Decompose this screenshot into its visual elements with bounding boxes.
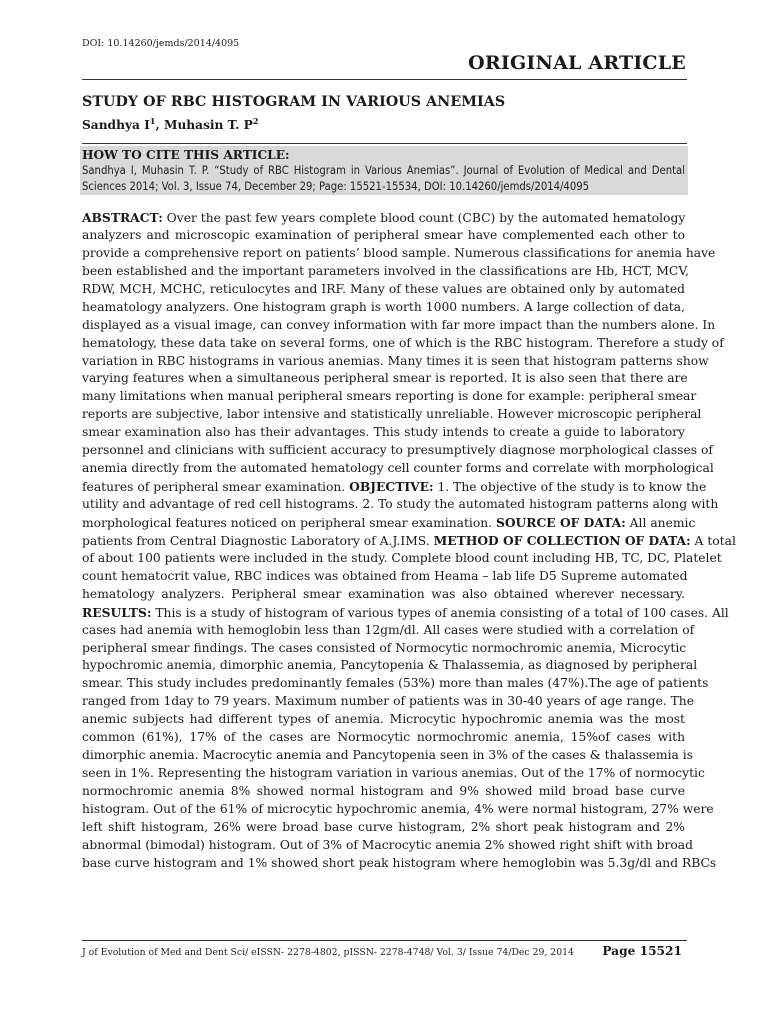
abstract-text: hypochromic anemia, dimorphic anemia, Pancytopenia & Thalassemia, as diagnosed by peripheral — [82, 658, 698, 673]
abstract-line — [82, 353, 709, 371]
abstract-text: utility and advantage of red cell histograms. 2. To study the automated histogram patterns along with — [82, 497, 719, 511]
abstract-text: hematology analyzers. Peripheral smear examination was also obtained wherever necessary. — [82, 586, 685, 601]
abstract-text: analyzers and microscopic examination of peripheral smear have complemented each other to — [82, 227, 685, 242]
abstract-line — [82, 675, 709, 693]
abstract-text: abnormal (bimodal) histogram. Out of 3% of Macrocytic anemia 2% showed right shift with broad — [82, 837, 694, 852]
citation-text: Sandhya I, Muhasin T. P. “Study of RBC Histogram in Various Anemias”. Journal of Evolution of Medical and Dental Sciences 2014; Vol. 3, Issue 74, December 29; Page: 15521-15534, DOI: 10.14260/jemds/2014/4095 — [82, 164, 685, 193]
abstract-text: anemic subjects had different types of anemia. Microcytic hypochromic anemia was the most — [82, 712, 685, 727]
abstract-line — [82, 370, 688, 388]
abstract-line — [82, 424, 685, 442]
abstract-line — [82, 855, 717, 873]
abstract-line — [82, 532, 736, 550]
abstract-section-label: RESULTS: — [82, 604, 152, 620]
abstract-text: dimorphic anemia. Macrocytic anemia and Pancytopenia seen in 3% of the cases & thalassemia is — [82, 748, 694, 763]
abstract-text: varying features when a simultaneous peripheral smear is reported. It is also seen that there are — [82, 371, 688, 386]
abstract-line — [82, 622, 695, 640]
authors-line — [82, 116, 258, 132]
doi-line: DOI: 10.14260/jemds/2014/4095 — [82, 38, 240, 49]
page-number: Page 15521 — [602, 944, 682, 958]
abstract-text: features of peripheral smear examination. — [82, 480, 350, 495]
article-type-heading: ORIGINAL ARTICLE — [468, 52, 686, 74]
abstract-text: reports are subjective, labor intensive and statistically unreliable. However microscopic peripheral — [82, 407, 702, 422]
abstract-text: histogram. Out of the 61% of microcytic hypochromic anemia, 4% were normal histogram, 27% were — [82, 801, 714, 816]
abstract-section-label: ABSTRACT: — [82, 210, 163, 225]
footer-journal-line: J of Evolution of Med and Dent Sci/ eISSN- 2278-4802, pISSN- 2278-4748/ Vol. 3/ Issue 74/Dec 29, 2014 — [82, 947, 574, 958]
author-1: Sandhya I — [82, 118, 150, 133]
abstract-line — [82, 765, 705, 783]
abstract-text: hematology, these data take on several forms, one of which is the RBC histogram. Therefore a study of — [82, 335, 724, 350]
abstract-text: Over the past few years complete blood count (CBC) by the automated hematology — [162, 211, 686, 225]
abstract-line — [82, 227, 685, 245]
abstract-line — [82, 783, 685, 801]
abstract-line — [82, 388, 697, 406]
abstract-text: normochromic anemia 8% showed normal histogram and 9% showed mild broad base curve — [82, 784, 685, 798]
abstract-line — [82, 604, 729, 622]
citation-rule — [82, 143, 687, 144]
author-separator: , — [155, 118, 164, 133]
abstract-text: cases had anemia with hemoglobin less than 12gm/dl. All cases were studied with a correlation of — [82, 622, 695, 637]
abstract-line — [82, 711, 685, 729]
abstract-text: personnel and clinicians with sufficient accuracy to presumptively diagnose morphological classes of — [82, 443, 713, 458]
abstract-line — [82, 747, 694, 765]
abstract-line — [82, 550, 722, 568]
abstract-text: of about 100 patients were included in the study. Complete blood count including HB, TC, DC, Platelet — [82, 550, 722, 565]
abstract-line — [82, 514, 696, 532]
abstract-line — [82, 657, 698, 675]
abstract-text: This is a study of histogram of various types of anemia consisting of a total of 100 cases. All — [151, 605, 729, 620]
abstract-text: count hematocrit value, RBC indices was obtained from Heama – lab life D5 Supreme automated — [82, 568, 688, 583]
abstract-line — [82, 729, 685, 747]
abstract-text: smear. This study includes predominantly females (53%) more than males (47%).The age of patients — [82, 676, 709, 691]
abstract-text: many limitations when manual peripheral smears reporting is done for example: peripheral smear — [82, 389, 697, 404]
abstract-text: seen in 1%. Representing the histogram variation in various anemias. Out of the 17% of normocytic — [82, 766, 705, 781]
abstract-text: left shift histogram, 26% were broad base curve histogram, 2% short peak histogram and 2% — [82, 819, 685, 834]
abstract-line — [82, 281, 685, 299]
abstract-text: displayed as a visual image, can convey information with far more impact than the numbers alone. In — [82, 317, 716, 332]
abstract-line — [82, 801, 714, 819]
abstract-line — [82, 335, 724, 353]
abstract-section-label: OBJECTIVE: — [349, 479, 434, 495]
abstract-line — [82, 209, 685, 227]
author-2-affiliation: 2 — [252, 116, 259, 126]
abstract-text: RDW, MCH, MCHC, reticulocytes and IRF. Many of these values are obtained only by automated — [82, 281, 685, 296]
abstract-line — [82, 263, 689, 281]
abstract-text: base curve histogram and 1% showed short peak histogram where hemoglobin was 5.3g/dl and RBCs — [82, 855, 717, 870]
abstract-line — [82, 245, 716, 263]
abstract-text: common (61%), 17% of the cases are Normocytic normochromic anemia, 15%of cases with — [82, 730, 685, 745]
author-2: Muhasin T. P — [163, 118, 253, 133]
abstract-text: ranged from 1day to 79 years. Maximum number of patients was in 30-40 years of age range. The — [82, 694, 694, 709]
abstract-text: been established and the important parameters involved in the classifications are Hb, HCT, MCV, — [82, 263, 689, 278]
abstract-line — [82, 460, 714, 478]
abstract-line — [82, 478, 707, 496]
abstract-line — [82, 442, 713, 460]
abstract-text: 1. The objective of the study is to know the — [433, 480, 707, 495]
article-title: STUDY OF RBC HISTOGRAM IN VARIOUS ANEMIAS — [82, 94, 506, 110]
abstract-line — [82, 819, 685, 837]
abstract-body — [82, 209, 736, 873]
abstract-text: heamatology analyzers. One histogram graph is worth 1000 numbers. A large collection of data, — [82, 299, 685, 314]
abstract-line — [82, 693, 694, 711]
abstract-line — [82, 837, 694, 855]
footer-rule — [82, 940, 687, 941]
citation-heading: HOW TO CITE THIS ARTICLE: — [82, 148, 290, 162]
header-rule — [82, 79, 687, 80]
abstract-text: A total — [690, 533, 736, 548]
abstract-line — [82, 496, 719, 514]
author-1-affiliation: 1 — [149, 116, 156, 126]
abstract-line — [82, 568, 688, 586]
abstract-section-label: SOURCE OF DATA: — [495, 514, 626, 530]
abstract-line — [82, 586, 685, 604]
abstract-section-label: METHOD OF COLLECTION OF DATA: — [433, 532, 691, 548]
abstract-text: smear examination also has their advantages. This study intends to create a guide to laboratory — [82, 425, 685, 440]
abstract-line — [82, 299, 685, 317]
abstract-line — [82, 317, 716, 335]
abstract-text: patients from Central Diagnostic Laboratory of A.J.IMS. — [82, 533, 434, 548]
abstract-text: variation in RBC histograms in various anemias. Many times it is seen that histogram patterns show — [82, 353, 709, 368]
abstract-text: provide a comprehensive report on patients’ blood sample. Numerous classifications for anemia have — [82, 245, 716, 260]
abstract-line — [82, 640, 685, 658]
abstract-text: morphological features noticed on peripheral smear examination. — [82, 515, 496, 530]
abstract-text: peripheral smear findings. The cases consisted of Normocytic normochromic anemia, Microcytic — [82, 640, 687, 655]
abstract-line — [82, 406, 702, 424]
abstract-text: anemia directly from the automated hematology cell counter forms and correlate with morphological — [82, 461, 714, 476]
abstract-text: All anemic — [625, 515, 696, 530]
